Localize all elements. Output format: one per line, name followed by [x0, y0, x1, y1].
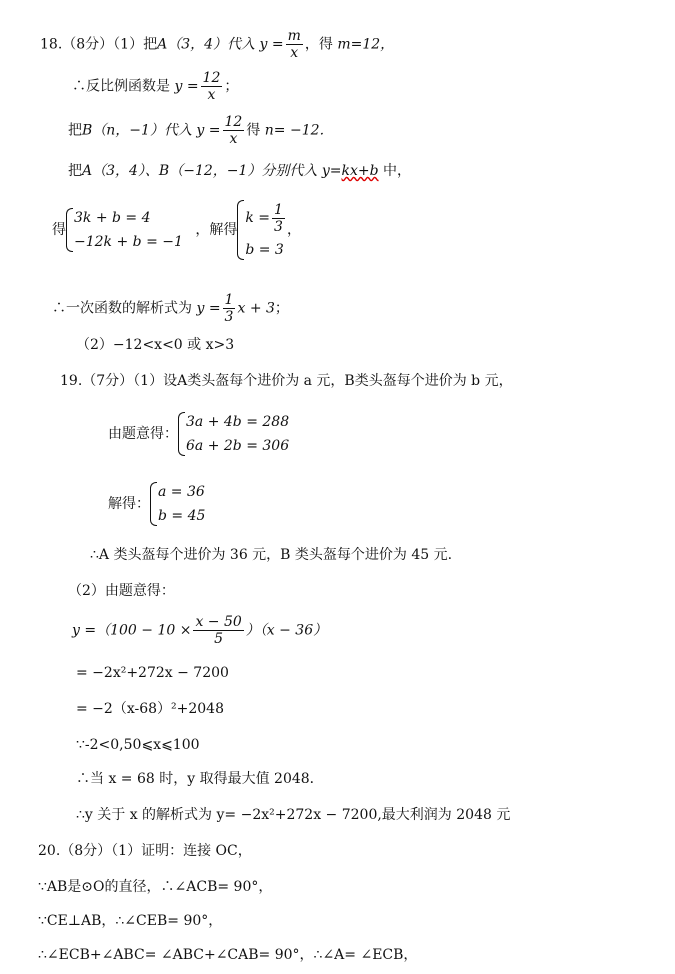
q18-line1-fraction: $\frac{m}{x}$: [287, 28, 301, 61]
q20-line1: 20.（8分）（1）证明：连接 OC，: [38, 843, 252, 859]
q18-line3: 把B（n，−1）代入 y = $\frac{12}{x}$ 得 n= −12．: [68, 114, 334, 147]
q19-equation-system: 3a + 4b = 288 6a + 2b = 306: [178, 410, 289, 458]
q19-answer1: ∴A 类头盔每个进价为 36 元，B 类头盔每个进价为 45 元.: [90, 547, 453, 563]
q18-line2-fraction: $\frac{12}{x}$: [202, 70, 221, 103]
q18-line1: 18.（8分）（1）把A（3，4）代入 y = $\frac{m}{x}$ ，得 m=12，: [40, 28, 395, 61]
q19-part2-heading: （2）由题意得：: [68, 583, 175, 599]
q19-system2: 解得： a = 36 b = 45: [108, 480, 205, 528]
q18-line1-prefix: 18.（8分）（1）把: [40, 36, 158, 53]
q19-step4: ∴当 x = 68 时，y 取得最大值 2048．: [76, 771, 324, 787]
q18-line7: （2）−12<x<0 或 x>3: [76, 337, 235, 353]
q20-line4: ∴∠ECB+∠ABC= ∠ABC+∠CAB= 90°，∴∠A= ∠ECB，: [38, 947, 418, 963]
q19-y-expression: y =（100 − 10 × $\frac{x - 50}{5}$ ）（x − 36）: [72, 614, 328, 647]
q19-step1: = −2x²+272x − 7200: [76, 665, 229, 681]
q19-step2: = −2（x-68）²+2048: [76, 701, 224, 717]
q19-y-fraction: $\frac{x - 50}{5}$: [195, 614, 242, 647]
q18-systems: 得 3k + b = 4 −12k + b = −1 ，解得 k = $\frac{1}{3}$ b = 3 ，: [52, 198, 301, 262]
q18-line6-fraction: $\frac{1}{3}$: [224, 292, 234, 325]
q19-step5: ∴y 关于 x 的解析式为 y= −2x²+272x − 7200,最大利润为 2048 元: [76, 807, 511, 823]
q19-system1: 由题意得： 3a + 4b = 288 6a + 2b = 306: [108, 410, 289, 458]
q20-line3: ∵CE⊥AB，∴∠CEB= 90°，: [38, 913, 223, 929]
q18-line1-point: A（3，4）代入: [157, 36, 256, 53]
q18-line1-y: y =: [259, 36, 284, 53]
q19-line1: 19.（7分）（1）设A类头盔每个进价为 a 元，B类头盔每个进价为 b 元，: [60, 373, 513, 389]
q18-line4: 把A（3，4）、B（−12，−1）分别代入 y=kx+b 中，: [68, 163, 412, 179]
q18-solution-system: k = $\frac{1}{3}$ b = 3: [237, 198, 287, 262]
q18-line6: ∴一次函数的解析式为 y = $\frac{1}{3}$ x + 3；: [52, 292, 289, 325]
q18-line3-fraction: $\frac{12}{x}$: [224, 114, 243, 147]
q20-line2: ∵AB是⊙O的直径，∴∠ACB= 90°，: [38, 879, 273, 895]
q19-step3: ∵-2<0,50⩽x⩽100: [76, 737, 200, 753]
q18-line2: ∴反比例函数是 y = $\frac{12}{x}$ ；: [72, 70, 239, 103]
q19-solution-system: a = 36 b = 45: [150, 480, 205, 528]
q18-equation-system: 3k + b = 4 −12k + b = −1: [66, 206, 183, 254]
